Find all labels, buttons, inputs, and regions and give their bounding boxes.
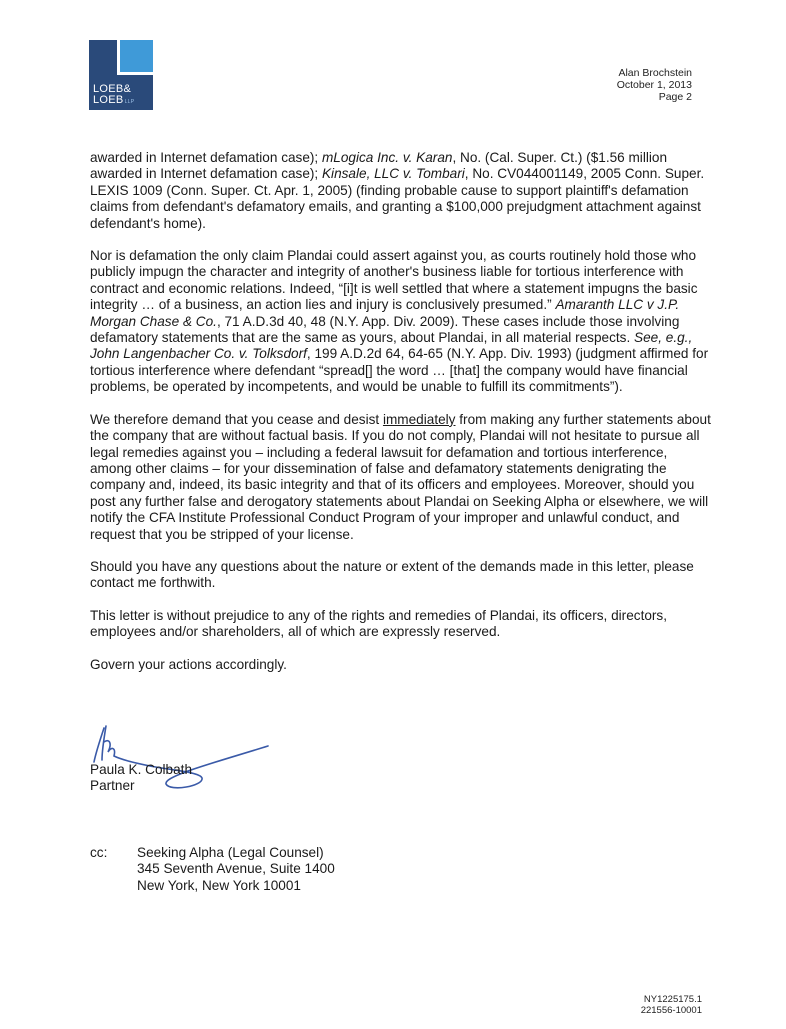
paragraph-tortious-interference [90, 248, 712, 396]
letter-header [617, 67, 692, 103]
case-name: Amaranth LLC v J.P. Morgan Chase & Co. [90, 297, 680, 329]
logo-light-block [120, 40, 153, 72]
document-id: NY1225175.1 [643, 994, 702, 1005]
logo-divider-vertical [117, 40, 120, 75]
firm-logo [89, 40, 153, 110]
cc-city: New York, New York 10001 [137, 877, 301, 893]
paragraph-questions: Should you have any questions about the nature or extent of the demands made in this letter, please contact me forthwith. [90, 558, 694, 591]
document-footer [641, 994, 702, 1016]
paragraph-demand [90, 412, 712, 543]
cc-recipient: Seeking Alpha (Legal Counsel) [137, 845, 324, 860]
letter-date: October 1, 2013 [616, 79, 692, 91]
signer-name: Paula K. Colbath [90, 762, 193, 777]
case-name: Kinsale, LLC v. Tombari [321, 166, 465, 182]
text: , 71 A.D.3d 40, 48 (N.Y. App. Div. 2009). These cases include those involving defamatory statements that are the same as yours, about Plandai, in all material respects. [90, 313, 680, 346]
text: from making any further statements about the company that are without factual basis. If you do not comply, Plandai will not hesitate to pursue all legal remedies against you – including a federal lawsuit for defamation and tortious interference, among other claims – for your dissemination of false and defamatory statements denigrating the company and, indeed, its basic integrity and that of its officers and employees. Moreover, should you post any further false and derogatory statements about Plandai on Seeking Alpha or elsewhere, we will notify the CFA Institute Professional Conduct Program of your improper and unlawful conduct, and request that you be stripped of your license. [90, 411, 711, 542]
paragraph-reservation: This letter is without prejudice to any of the rights and remedies of Plandai, its officers, directors, employees and/or shareholders, all of which are expressly reserved. [90, 607, 668, 640]
text: , No. (Cal. Super. Ct.) ($1.56 million awarded in Internet defamation case); [90, 150, 668, 182]
page-number: Page 2 [658, 91, 692, 103]
cc-address [137, 845, 335, 894]
signature-block [90, 720, 290, 800]
case-name: mLogica Inc. v. Karan [321, 150, 453, 165]
letter-body [90, 150, 712, 689]
recipient-name: Alan Brochstein [618, 67, 692, 79]
text: awarded in Internet defamation case); [90, 150, 322, 165]
case-name: See, e.g., John Langenbacher Co. v. Tolksdorf [90, 330, 693, 362]
text: , No. CV044001149, 2005 Conn. Super. LEXIS 1009 (Conn. Super. Ct. Apr. 1, 2005) (finding probable cause to support plaintiff's defamation claims from defendant's defamatory emails, and granting a $100,000 prejudgment attachment against defendant's home). [90, 166, 705, 231]
text: We therefore demand that you cease and desist [90, 411, 383, 427]
logo-text-line1: LOEB& [93, 83, 132, 95]
emphasis-immediately: immediately [382, 411, 456, 427]
paragraph-closing: Govern your actions accordingly. [90, 656, 287, 672]
matter-id: 221556-10001 [640, 1005, 702, 1016]
cc-street: 345 Seventh Avenue, Suite 1400 [137, 861, 335, 877]
signer-title: Partner [90, 778, 135, 793]
text: , 199 A.D.2d 64, 64-65 (N.Y. App. Div. 1993) (judgment affirmed for tortious interference where defendant “spread[] the word … [that] the company would have financial problems, be operated by incompetents, and would be unable to fulfill its commitments”). [90, 346, 709, 395]
logo-llp: LLP [124, 99, 135, 105]
text: Nor is defamation the only claim Plandai could assert against you, as courts routinely hold those who publicly impugn the character and integrity of another's business liable for tortious interference with contract and economic relations. Indeed, “[i]t is well settled that where a statement impugns the basic integrity … of a business, an action lies and injury is conclusively presumed.” [90, 248, 698, 313]
paragraph-case-citations [90, 150, 712, 232]
logo-text-line2 [93, 95, 134, 108]
cc-label: cc: [90, 845, 108, 860]
logo-divider-horizontal [117, 72, 153, 75]
logo-text-loeb: LOEB [93, 94, 124, 106]
